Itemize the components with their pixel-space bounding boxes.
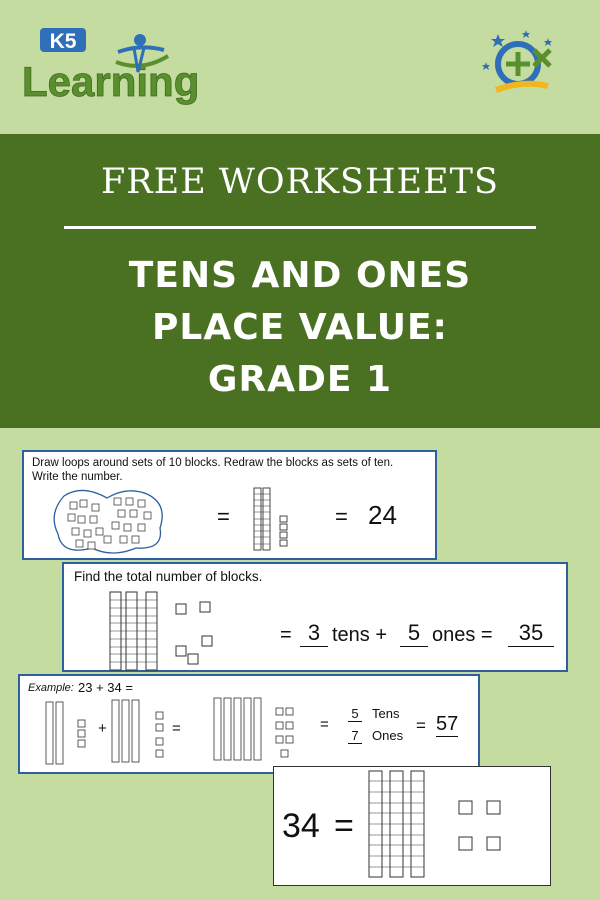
- total-equals: =: [280, 624, 292, 646]
- example-equals-3: =: [416, 716, 426, 735]
- example-addend-34: [112, 700, 172, 764]
- big-equals: =: [334, 807, 354, 845]
- total-ones-word: ones =: [432, 624, 493, 646]
- loops-equals-1: =: [217, 504, 230, 529]
- banner-title-line: PLACE VALUE:: [152, 307, 448, 348]
- worksheet-card-loops: [22, 450, 437, 560]
- loops-equals-2: =: [335, 504, 348, 529]
- example-combined-blocks: [214, 698, 314, 762]
- loops-instruction-2: Write the number.: [32, 471, 123, 483]
- example-plus: +: [98, 720, 107, 737]
- banner-title-line: TENS AND ONES: [128, 255, 472, 296]
- example-equals-2: =: [320, 716, 329, 733]
- total-tens-word: tens +: [332, 624, 388, 646]
- total-tens-value: 3: [300, 620, 328, 647]
- worksheet-card-example: [18, 674, 480, 774]
- example-ones-word: Ones: [372, 728, 404, 743]
- loops-instruction-1: Draw loops around sets of 10 blocks. Redraw the blocks as sets of ten.: [32, 457, 394, 469]
- learning-wordmark: Learning: [22, 58, 200, 105]
- example-result: 57: [436, 713, 459, 735]
- banner-title-line: GRADE 1: [207, 359, 393, 400]
- worksheet-card-total: [62, 562, 568, 672]
- tens-rods-and-cubes: [110, 592, 260, 672]
- example-tens-value: 5: [348, 706, 362, 722]
- banner-kicker: FREE WORKSHEETS: [101, 162, 499, 202]
- example-label: Example:: [28, 682, 74, 694]
- k5-badge-text: K5: [49, 30, 77, 53]
- big-number: 34: [282, 807, 320, 845]
- banner-title: [0, 250, 600, 406]
- k5-learning-logo[interactable]: [18, 22, 218, 107]
- title-banner: [0, 134, 600, 428]
- math-symbols-icon: [478, 28, 568, 103]
- example-ones-value: 7: [348, 728, 362, 744]
- example-expression: 23 + 34 =: [78, 680, 133, 695]
- banner-divider: [64, 226, 536, 229]
- big-tens-and-ones-blocks: [369, 771, 529, 881]
- total-instruction: Find the total number of blocks.: [74, 569, 263, 584]
- ten-rods-drawing: [254, 488, 294, 554]
- example-addend-23: [46, 702, 96, 766]
- total-ones-value: 5: [400, 620, 428, 647]
- loose-blocks-loop: [52, 486, 172, 558]
- loops-answer: 24: [368, 500, 397, 530]
- total-answer: 35: [508, 620, 554, 647]
- example-equals: =: [172, 720, 181, 737]
- worksheet-card-big: [273, 766, 551, 886]
- example-tens-word: Tens: [372, 706, 400, 721]
